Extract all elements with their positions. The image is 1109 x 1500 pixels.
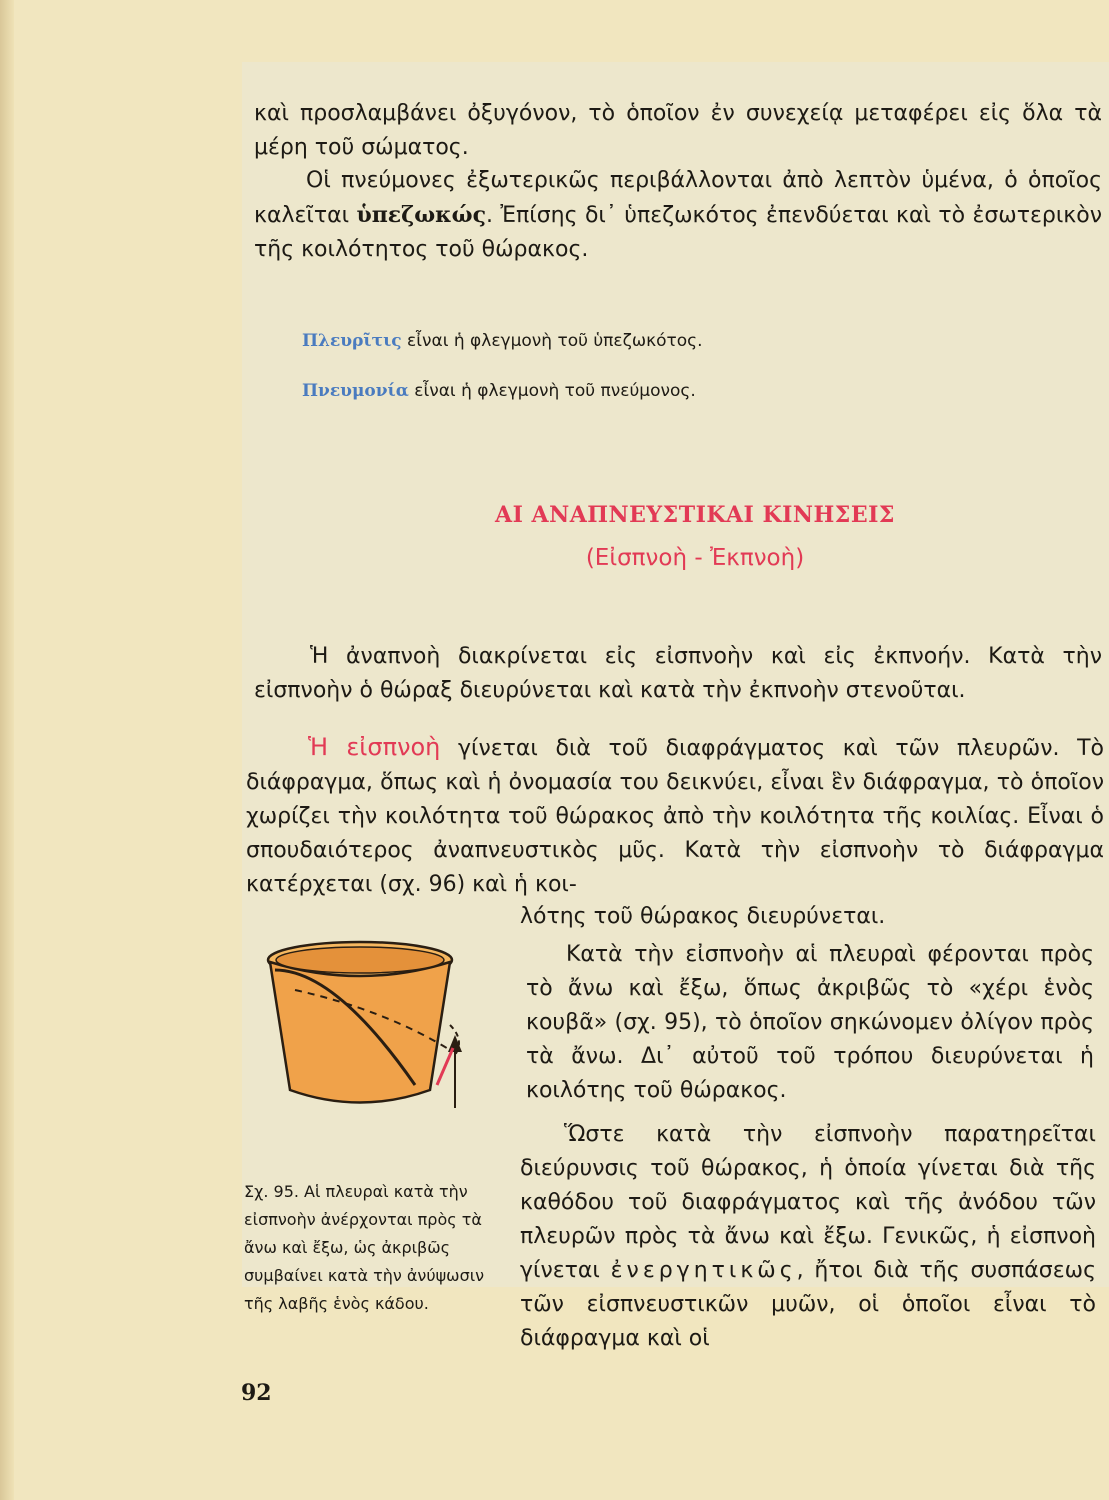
paragraph-text: Ἡ ἀναπνοὴ διακρίνεται εἰς εἰσπνοὴν καὶ εἰς ἐκπνοήν. Κατὰ τὴν εἰσπνοὴν ὁ θώραξ διευρύνεται καὶ κατὰ τὴν ἐκπνοὴν στενοῦται.: [254, 644, 1102, 703]
paragraph-text: λότης τοῦ θώρακος διευρύνεται.: [520, 904, 886, 929]
paragraph-text: καὶ προσλαμβάνει ὀξυγόνον, τὸ ὁποῖον ἐν συνεχείᾳ μεταφέρει εἰς ὅλα τὰ μέρη τοῦ σώματος.: [254, 101, 1102, 160]
paragraph-inhalation: [246, 730, 1104, 902]
paragraph-inhalation-end: [520, 900, 1100, 934]
figure-caption: Σχ. 95. Αἱ πλευραὶ κατὰ τὴν εἰσπνοὴν ἀνέρχονται πρὸς τὰ ἄνω καὶ ἔξω, ὡς ἀκριβῶς συμβαίνει κατὰ τὴν ἀνύψωσιν τῆς λαβῆς ἑνὸς κάδου.: [244, 1182, 485, 1313]
term-energetikos: ἐνεργητικῶς: [610, 1258, 797, 1283]
term-hypezokos: ὑπεζωκώς: [356, 202, 486, 228]
section-subheading: (Εἰσπνοὴ - Ἐκπνοὴ): [585, 545, 805, 571]
definition-text: εἶναι ἡ φλεγμονὴ τοῦ ὑπεζωκότος.: [401, 331, 703, 351]
paragraph-breathing: [254, 640, 1102, 708]
section-heading: ΑΙ ΑΝΑΠΝΕΥΣΤΙΚΑΙ ΚΙΝΗΣΕΙΣ: [495, 502, 895, 528]
paragraph-text: Οἱ πνεύμονες ἐξωτερικῶς περιβάλλονται ἀπὸ λεπτὸν ὑμένα, ὁ ὁποῖος καλεῖται: [254, 168, 1102, 228]
definition-text: εἶναι ἡ φλεγμονὴ τοῦ πνεύμονος.: [408, 381, 696, 401]
definition-pneumonia: [302, 380, 1082, 402]
definition-term: Πλευρῖτις: [302, 331, 402, 351]
bucket-body: [270, 962, 450, 1103]
page-number: 92: [241, 1380, 272, 1406]
definition-term: Πνευμονία: [302, 381, 409, 401]
paragraph-text: Ὥστε κατὰ τὴν εἰσπνοὴν παρατηρεῖται διεύρυνσις τοῦ θώρακος, ἡ ὁποία γίνεται διὰ τῆς καθόδου τοῦ διαφράγματος καὶ τῆς ἀνόδου τῶν πλευρῶν πρὸς τὰ ἄνω καὶ ἔξω. Γενικῶς, ἡ εἰσπνοὴ γίνεται: [520, 1122, 1096, 1283]
paragraph-oxygen: [254, 97, 1102, 165]
paragraph-summary: [520, 1118, 1096, 1356]
bucket-inner: [276, 947, 444, 973]
paragraph-text: , ἤτοι διὰ τῆς συσπάσεως τῶν εἰσπνευστικῶν μυῶν, οἱ ὁποῖοι εἶναι τὸ διάφραγμα καὶ οἱ: [520, 1258, 1096, 1351]
term-inhalation: Ἡ εἰσπνοὴ: [308, 733, 441, 761]
paragraph-pleura: [254, 164, 1102, 267]
paragraph-ribs: [526, 938, 1094, 1108]
paragraph-text: Κατὰ τὴν εἰσπνοὴν αἱ πλευραὶ φέρονται πρὸς τὸ ἄνω καὶ ἔξω, ὅπως ἀκριβῶς τὸ «χέρι ἑνὸς κουβᾶ» (σχ. 95), τὸ ὁποῖον σηκώνομεν ὀλίγον πρὸς τὰ ἄνω. Δι᾿ αὐτοῦ τοῦ τρόπου διευρύνεται ἡ κοιλότης τοῦ θώρακος.: [526, 942, 1094, 1103]
paragraph-text: γίνεται διὰ τοῦ διαφράγματος καὶ τῶν πλευρῶν. Τὸ διάφραγμα, ὅπως καὶ ἡ ὀνομασία του δεικνύει, εἶναι ἓν διάφραγμα, τὸ ὁποῖον χωρίζει τὴν κοιλότητα τοῦ θώρακος ἀπὸ τὴν κοιλότητα τῆς κοιλίας. Εἶναι ὁ σπουδαιότερος ἀναπνευστικὸς μῦς. Κατὰ τὴν εἰσπνοὴν τὸ διάφραγμα κατέρχεται (σχ. 96) καὶ ἡ κοι-: [246, 736, 1105, 897]
rib-red-mark: [437, 1048, 453, 1085]
bucket-figure: [265, 930, 495, 1130]
definition-pleuritis: [302, 330, 1082, 352]
paragraph-text: . Ἐπίσης δι᾿ ὑπεζωκότος ἐπενδύεται καὶ τὸ ἐσωτερικὸν τῆς κοιλότητος τοῦ θώρακος.: [254, 203, 1102, 262]
